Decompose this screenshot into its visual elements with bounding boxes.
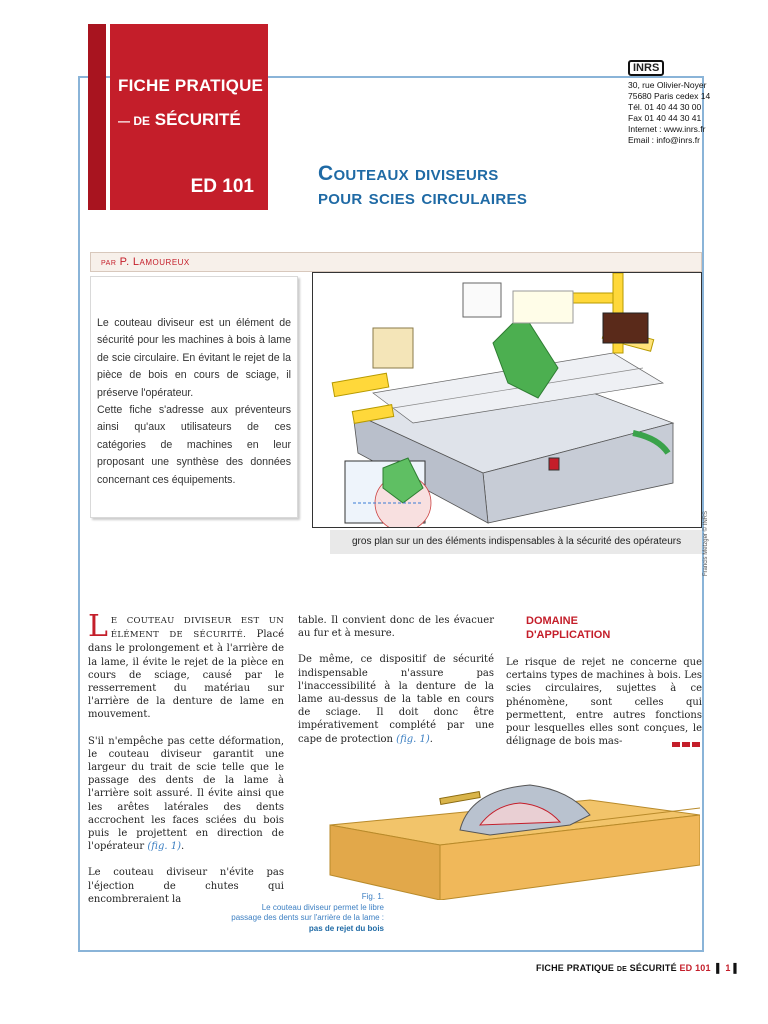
figure-1-caption-line: passage des dents sur l'arrière de la lame : <box>231 913 384 922</box>
lead-rest: Placé dans le prolongement et à l'arrière de la lame, il évite le rejet de la pièce en cours de sciage, causé par le resserrement du matériau sur l'arrière de la denture de lame en mouvement. <box>88 629 284 721</box>
body-column-2 <box>298 614 494 759</box>
footer-de: DE <box>616 966 627 973</box>
badge-line2-main: SÉCURITÉ <box>154 110 241 129</box>
body-paragraph <box>88 609 284 722</box>
illustration-caption-bar <box>330 530 702 554</box>
byline <box>101 256 190 268</box>
figure-1-label: Fig. 1. <box>361 892 384 901</box>
byline-name: Lamoureux <box>132 256 190 268</box>
footer-separator-end: ▌ <box>730 963 740 973</box>
page-frame-bottom <box>78 950 704 952</box>
badge-strip <box>88 24 106 210</box>
figure-reference-link[interactable]: (fig. 1) <box>147 841 181 853</box>
figure-reference-link[interactable]: (fig. 1) <box>396 733 430 745</box>
figure-1-illustration <box>320 770 700 900</box>
badge-line1: FICHE PRATIQUE <box>118 76 264 95</box>
address-line: Internet : www.inrs.fr <box>628 124 706 134</box>
address-line: Fax 01 40 44 30 41 <box>628 113 702 123</box>
body-paragraph: table. Il convient donc de les évacuer au fur et à mesure. <box>298 615 494 640</box>
badge-line2-prefix: — DE <box>118 114 151 128</box>
address-line: Tél. 01 40 44 30 00 <box>628 102 702 112</box>
page-title <box>318 162 527 210</box>
address-line: Email : info@inrs.fr <box>628 135 700 145</box>
body-paragraph: S'il n'empêche pas cette déformation, le couteau diviseur garantit une largeur du trait de scie telle que le passage des dents de la lame à l'arrière soit assuré. Il évite ainsi que les arêtes latérales des dents accrochent les faces sciées du bois puis le projettent en direction de l'opérateur (fig. 1). <box>88 735 284 853</box>
saw-table-drawing <box>313 273 701 527</box>
body-paragraph: De même, ce dispositif de sécurité indispensable n'assure pas l'inaccessibilité à la denture de la lame au-dessus de la table en cours de sciage. Il doit donc être impérativement complété par une cape de protection (fig. 1). <box>298 654 494 745</box>
footer-securite: SÉCURITÉ <box>629 963 677 973</box>
address-line: 30, rue Olivier-Noyer <box>628 80 707 90</box>
inrs-logo: INRS <box>628 60 664 76</box>
badge-code: ED 101 <box>190 176 254 197</box>
illustration-credit: Francis Metzger © INRS <box>703 511 709 577</box>
page-footer <box>536 963 740 973</box>
body-paragraph: Le couteau diviseur n'évite pas l'éjection de chutes qui encombreraient la <box>88 867 284 905</box>
section-heading <box>526 614 610 642</box>
footer-separator: ▌ <box>713 963 726 973</box>
abstract-p1: Le couteau diviseur est un élément de sécurité pour les machines à bois à lame de scie circulaire. En évitant le rejet de la pièce de bois en cours de sciage, il préserve l'opérateur. <box>97 317 291 399</box>
address-line: 75680 Paris cedex 14 <box>628 91 711 101</box>
title-line2: pour scies circulaires <box>318 186 528 209</box>
section-heading-line2: D'APPLICATION <box>526 629 611 641</box>
byline-bar <box>90 252 702 272</box>
paragraph-text: De même, ce dispositif de sécurité indispensable n'assure pas l'inaccessibilité à la denture de la lame au-dessus de la table en cours de sciage. Il doit donc être impérativement complété par une cape de protection <box>298 654 494 745</box>
section-heading-line1: DOMAINE <box>526 615 578 627</box>
figure-1-caption <box>164 892 384 934</box>
drop-cap: L <box>88 609 108 644</box>
lead-smallcaps: E COUTEAU DIVISEUR EST UN ÉLÉMENT DE SÉCURITÉ. <box>110 616 284 641</box>
badge-line2 <box>118 110 241 130</box>
footer-series: FICHE PRATIQUE <box>536 963 615 973</box>
figure-1-caption-emphasis: pas de rejet du bois <box>308 923 384 933</box>
footer-code: ED 101 <box>679 963 711 973</box>
abstract-p2: Cette fiche s'adresse aux préventeurs ainsi qu'aux utilisateurs de ces catégories de machines en leur proposant une synthèse des données concernant ces équipements. <box>97 404 291 486</box>
byline-prefix: par <box>101 257 117 268</box>
illustration-caption: gros plan sur un des éléments indispensables à la sécurité des opérateurs <box>352 536 682 547</box>
page-frame-left <box>78 76 80 952</box>
abstract-box <box>90 276 298 518</box>
abstract-text <box>97 315 291 489</box>
footer-page-number: 1 <box>725 963 731 973</box>
paragraph-text: S'il n'empêche pas cette déformation, le couteau diviseur garantit une largeur du trait de scie telle que le passage des dents de la lame à l'arrière soit assuré. Il évite ainsi que les arêtes latérales des dents accrochent les faces sciées du bois puis le projettent en direction de l'opérateur <box>88 735 284 853</box>
inrs-address <box>628 80 710 146</box>
title-line1: Couteaux diviseurs <box>318 162 499 185</box>
body-paragraph: Le risque de rejet ne concerne que certains types de machines à bois. Les scies circulaires, sujettes à ce phénomène, sont celles qui permettent, entre autres fonctions pour lesquelles elles sont conçues, le délignage de bois mas- <box>506 657 702 748</box>
body-column-1 <box>88 609 284 919</box>
byline-initial: P. <box>119 256 130 268</box>
continuation-mark <box>672 742 700 747</box>
figure-1-caption-line: Le couteau diviseur permet le libre <box>261 902 384 912</box>
series-badge <box>110 24 268 210</box>
saw-cutting-wood-drawing <box>320 770 700 900</box>
